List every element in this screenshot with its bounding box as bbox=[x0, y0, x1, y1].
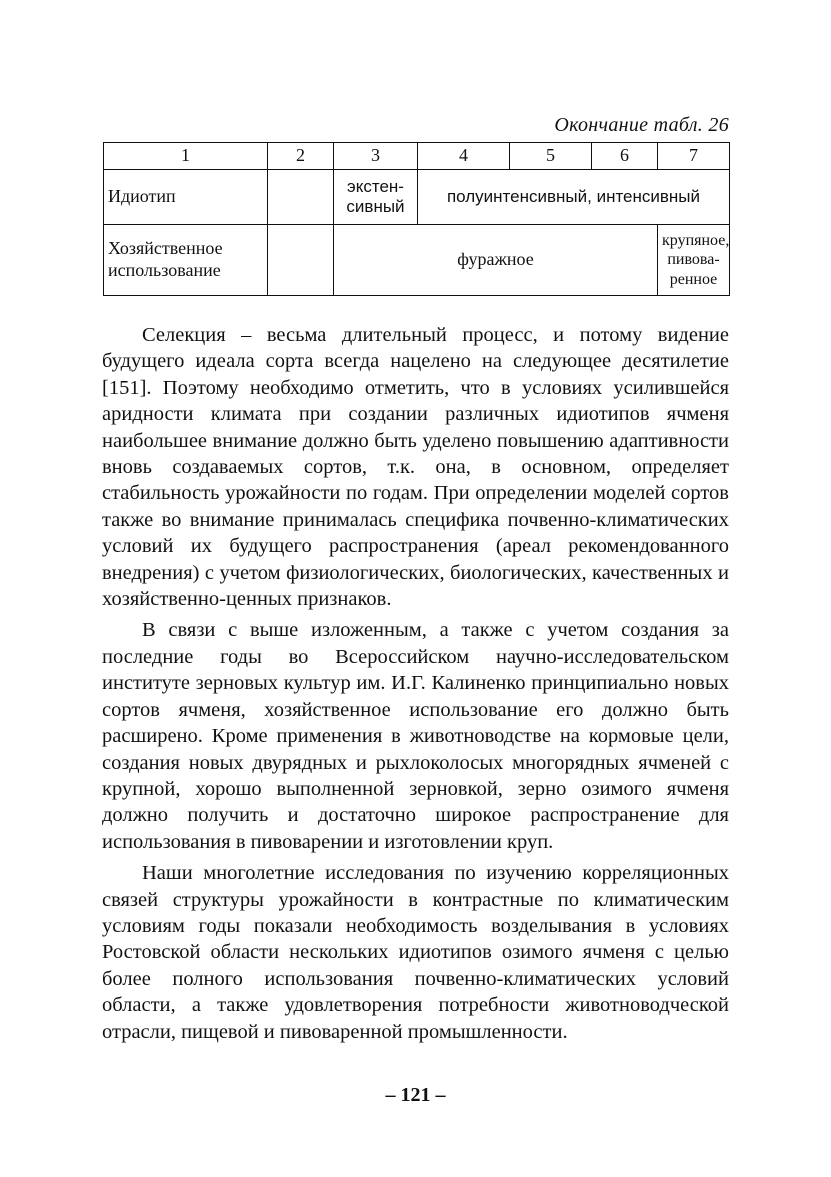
empty-cell bbox=[268, 225, 334, 296]
header-cell: 2 bbox=[268, 143, 334, 170]
header-cell: 3 bbox=[334, 143, 418, 170]
table-cell-merged: фуражное bbox=[334, 225, 658, 296]
paragraph: В связи с выше изложенным, а также с учетом создания за последние годы во Всероссийском научно-исследовательском институте зерновых культур им. И.Г. Калиненко принципиально новых сортов ячменя, хозяйственное использование его должно быть расширено. Кроме применения в животноводстве на кормовые цели, создания новых двурядных и рыхлоколосых многорядных ячменей с крупной, хорошо выполненной зерновкой, зерно озимого ячменя должно получить и достаточно широкое распространение для использования в пивоварении и изготовлении круп. bbox=[102, 619, 729, 853]
table-26-continuation bbox=[103, 142, 730, 296]
table-cell: крупяное, пивова-ренное bbox=[658, 225, 730, 296]
paragraph: Селекция – весьма длительный процесс, и потому видение будущего идеала сорта всегда нацелено на следующее десятилетие [151]. Поэтому необходимо отметить, что в условиях усилившейся аридности климата при создании различных идиотипов ячменя наибольшее внимание должно быть уделено повышению адаптивности вновь создаваемых сортов, т.к. она, в основном, определяет стабильность урожайности по годам. При определении моделей сортов также во внимание принималась специфика почвенно-климатических условий их будущего распространения (ареал рекомендованного внедрения) с учетом физиологических, биологических, качественных и хозяйственно-ценных признаков. bbox=[102, 324, 729, 611]
table-caption: Окончание табл. 26 bbox=[554, 114, 729, 136]
empty-cell bbox=[268, 170, 334, 225]
header-cell: 1 bbox=[104, 143, 268, 170]
body-text bbox=[102, 322, 729, 1045]
table-row bbox=[104, 225, 730, 296]
row-label: Идиотип bbox=[104, 170, 268, 225]
header-cell: 6 bbox=[592, 143, 658, 170]
header-cell: 4 bbox=[418, 143, 510, 170]
header-cell: 7 bbox=[658, 143, 730, 170]
table-cell: экстен-сивный bbox=[334, 170, 418, 225]
page-number: – 121 – bbox=[385, 1084, 446, 1106]
table-cell-merged: полуинтенсивный, интенсивный bbox=[418, 170, 730, 225]
paragraph: Наши многолетние исследования по изучению корреляционных связей структуры урожайности в контрастные по климатическим условиям годы показали необходимость возделывания в условиях Ростовской области нескольких идиотипов озимого ячменя с целью более полного использования почвенно-климатических условий области, а также удовлетворения потребности животноводческой отрасли, пищевой и пивоваренной промышленности. bbox=[102, 862, 729, 1043]
row-label: Хозяйственное использование bbox=[104, 225, 268, 296]
table-header-row bbox=[104, 143, 730, 170]
table-row bbox=[104, 170, 730, 225]
header-cell: 5 bbox=[510, 143, 592, 170]
